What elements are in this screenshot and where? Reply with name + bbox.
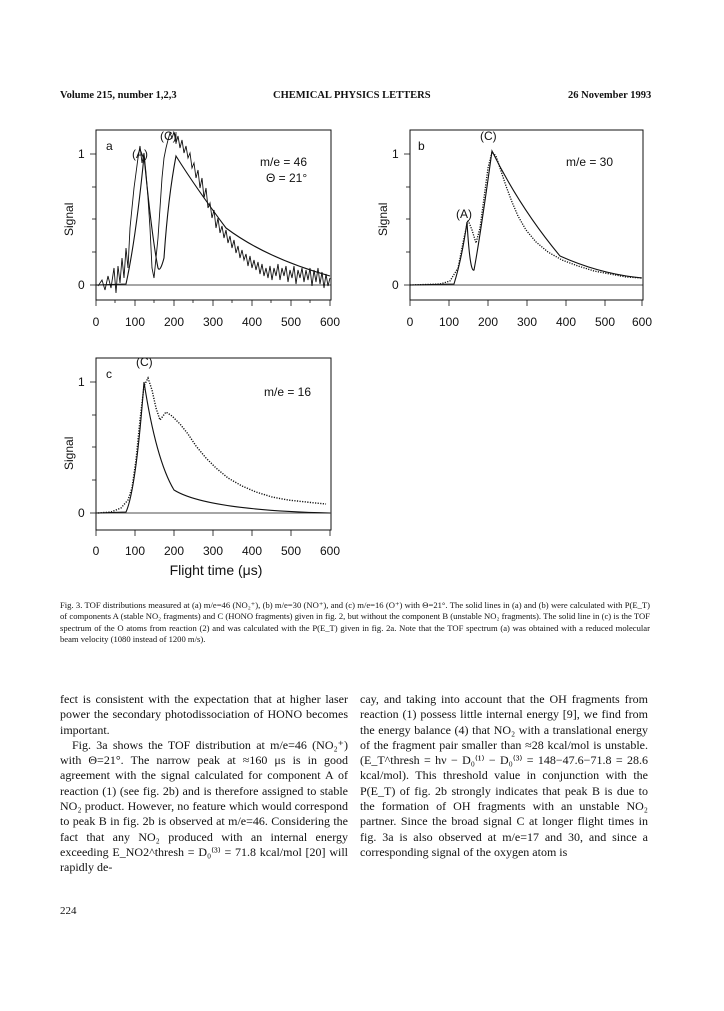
panel-c-xlabel: Flight time (μs) [169,562,263,578]
header-date: 26 November 1993 [568,90,652,101]
panel-c-xtick: 500 [280,544,302,558]
panel-a-label-A: (A) [132,147,148,161]
figure-panel-a [56,118,356,343]
panel-c-xtick: 0 [92,544,100,558]
panel-c-label-C: (C) [136,355,153,369]
panel-b-fit-curve [410,151,642,285]
panel-b-xtick: 300 [516,315,538,329]
panel-b-xtick: 400 [555,315,577,329]
panel-b-ytick-1: 1 [392,147,399,161]
panel-a-mz-label: m/e = 46 [260,155,308,169]
body-paragraph: Fig. 3a shows the TOF distribution at m/e=46 (NO₂⁺) with Θ=21°. The narrow peak at ≈160 μs is in good agreement with the signal calculated for component A of reaction (1) (see fig. 2b) and is therefore assigned to stable NO₂ product. However, no feature which would correspond to peak B in fig. 2b is observed at m/e=46. Considering the fact that any NO₂ produced with an internal energy exceeding E_NO2^thresh = D₀⁽³⁾ = 71.8 kcal/mol [20] will rapidly de- [60,737,348,875]
panel-c-xtick: 400 [241,544,263,558]
panel-c-ytick-1: 1 [78,375,85,389]
panel-a-theta-label: Θ = 21° [266,171,308,185]
panel-c-ylabel: Signal [62,436,76,470]
panel-a-xtick: 600 [319,315,341,329]
panel-a-ytick-1: 1 [78,147,85,161]
panel-c-xtick: 100 [124,544,146,558]
body-paragraph: cay, and taking into account that the OH fragments from reaction (1) possess little internal energy [9], we find from the energy balance (4) that NO₂ with a translational energy of the fragment pair smaller than ≈28 kcal/mol is unstable. (E_T^thresh = hν − D₀⁽¹⁾ − D₀⁽³⁾ = 148−47.6−71.8 = 28.6 kcal/mol). This threshold value in conjunction with the P(E_T) of fig. 2b strongly indicates that peak B is due to the formation of OH fragments with an unstable NO₂ partner. Since the broad signal C at longer flight times in fig. 3a is also observed at m/e=17 and 30, and since a corresponding signal of the oxygen atom is [360,692,648,859]
panel-a-xtick: 500 [280,315,302,329]
panel-b-xtick: 0 [406,315,414,329]
panel-c-xtick: 200 [163,544,185,558]
body-column-right [360,692,648,860]
panel-c-letter: c [106,367,112,381]
panel-b-xtick: 600 [631,315,653,329]
panel-a-label-C: (C) [160,129,177,143]
panel-a-xtick: 200 [163,315,185,329]
body-column-left [60,692,348,876]
panel-b-xtick: 200 [477,315,499,329]
figure-panel-b [370,118,660,343]
panel-a-xtick: 400 [241,315,263,329]
body-paragraph: fect is consistent with the expectation that at higher laser power the secondary photodissociation of HONO becomes important. [60,692,348,737]
panel-c-ytick-0: 0 [78,506,85,520]
panel-b-mz-label: m/e = 30 [566,155,614,169]
panel-b-data-trace [410,152,642,285]
panel-b-xtick: 500 [594,315,616,329]
panel-c-mz-label: m/e = 16 [264,385,312,399]
panel-a-ytick-0: 0 [78,278,85,292]
panel-b-ytick-0: 0 [392,278,399,292]
header-volume: Volume 215, number 1,2,3 [60,90,177,101]
panel-b-label-A: (A) [456,207,472,221]
figure-panel-c [56,350,356,590]
panel-b-ticks [404,154,642,306]
header-journal: CHEMICAL PHYSICS LETTERS [273,90,431,101]
panel-a-ylabel: Signal [62,202,76,236]
figure-caption [60,600,650,645]
panel-b-label-C: (C) [480,129,497,143]
panel-b-letter: b [418,139,425,153]
page-number: 224 [60,905,77,917]
panel-c-xtick: 600 [319,544,341,558]
panel-b-xtick: 100 [438,315,460,329]
panel-a-letter: a [106,139,113,153]
panel-c-xtick: 300 [202,544,224,558]
panel-a-xtick: 0 [92,315,100,329]
panel-c-frame [96,358,331,530]
panel-c-fit-curve [96,382,330,513]
panel-b-ylabel: Signal [376,202,390,236]
panel-a-xtick: 300 [202,315,224,329]
figure-caption-text: Fig. 3. TOF distributions measured at (a) m/e=46 (NO₂⁺), (b) m/e=30 (NO⁺), and (c) m/e=16 (O⁺) with Θ=21°. The solid lines in (a) and (b) were calculated with P(E_T) of components A (stable NO₂ fragments) and C (HONO fragments) given in fig. 2, but without the component B (unstable NO₂ fragments). The solid line in (c) is the TOF spectrum of the O atoms from reaction (2) and was calculated with the P(E_T) given in fig. 2a. Note that the TOF spectrum (a) was obtained with a reduced molecular beam velocity (1080 instead of 1200 m/s). [60,600,650,644]
panel-a-xtick: 100 [124,315,146,329]
